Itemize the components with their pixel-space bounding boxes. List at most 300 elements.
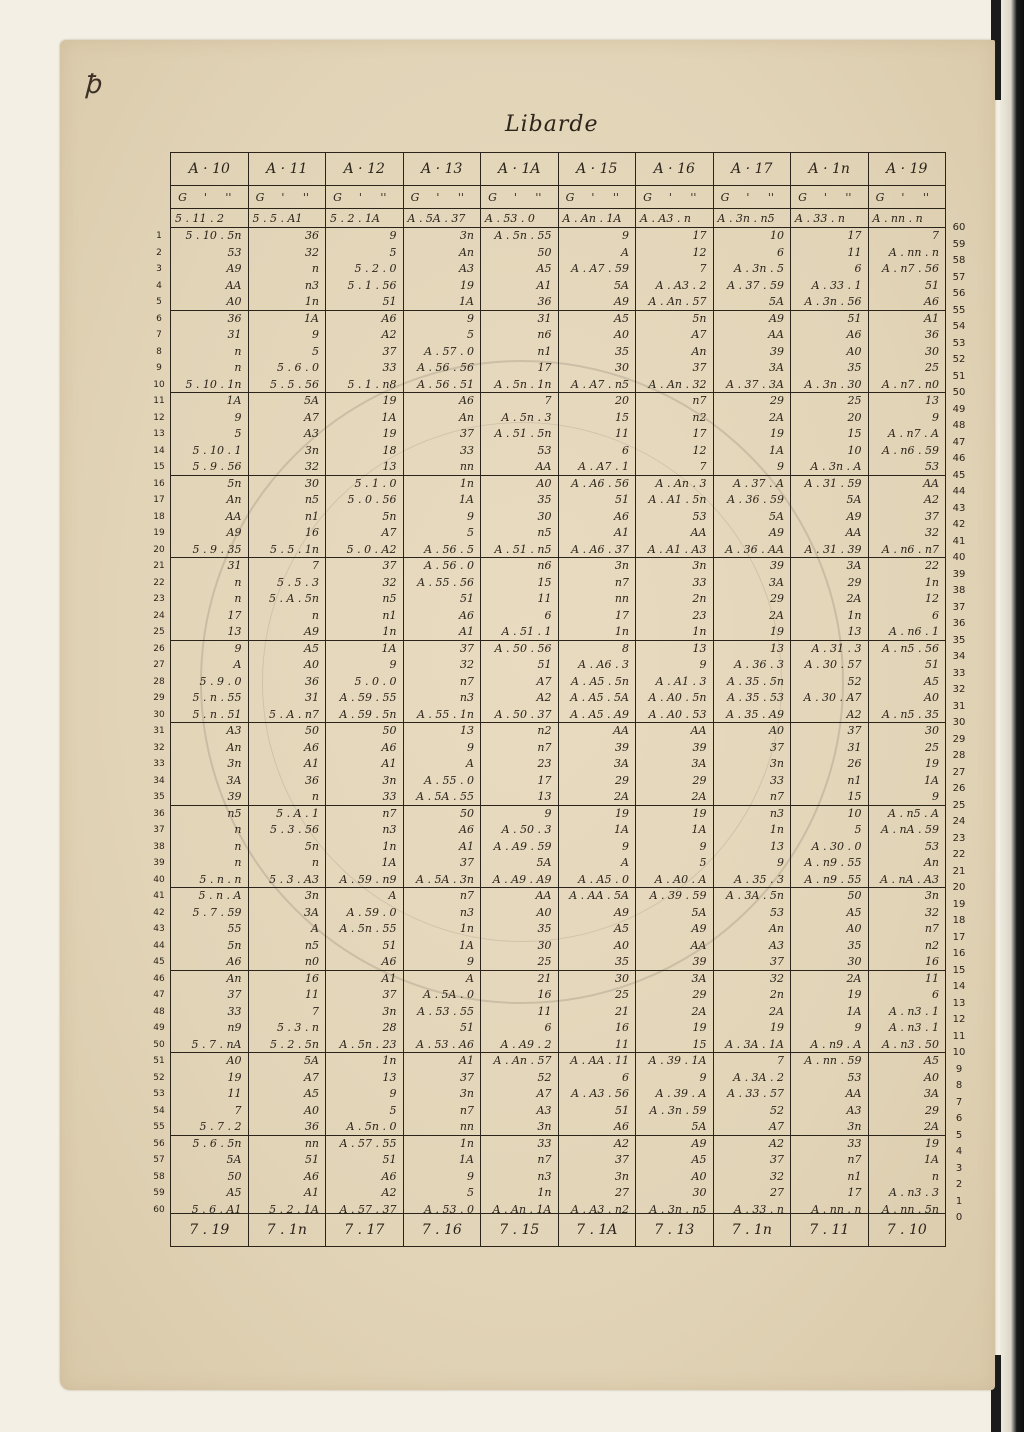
group-rule [869, 640, 946, 641]
table-value: 1n [459, 922, 474, 935]
right-row-number: 0 [955, 1212, 963, 1223]
table-value: A6 [381, 311, 397, 325]
table-value: A3 [846, 1103, 862, 1117]
table-value: A5 [614, 311, 629, 325]
table-value: 30 [305, 476, 319, 490]
table-value: 19 [382, 427, 397, 440]
table-value: A0 [536, 476, 552, 490]
table-value: 37 [460, 641, 474, 655]
table-value: 37 [925, 509, 939, 523]
table-value: 39 [615, 740, 629, 754]
group-rule [481, 970, 558, 971]
table-value: A . An . 57 [648, 295, 707, 308]
group-rule [636, 640, 713, 641]
right-row-number: 56 [952, 288, 966, 299]
table-value: 7 [932, 229, 939, 242]
table-value: 17 [847, 229, 862, 242]
table-value: A . A3 . 56 [571, 1087, 629, 1100]
table-value: 2A [691, 790, 707, 803]
right-row-number: 27 [952, 766, 966, 778]
table-value: A . A6 . 37 [571, 542, 629, 556]
table-value: An [691, 344, 707, 358]
table-value: AA [768, 328, 784, 341]
group-rule [404, 475, 481, 476]
left-row-number: 5 [156, 297, 162, 307]
left-row-number: 51 [153, 1056, 165, 1066]
table-value: 10 [770, 229, 784, 242]
table-value: n6 [537, 328, 552, 341]
group-rule [481, 310, 558, 311]
unit-label: G [643, 190, 652, 204]
table-value: A . 56 . 56 [417, 361, 474, 374]
unit-label: ' [513, 190, 517, 204]
table-value: A1 [459, 839, 474, 853]
table-value: 50 [537, 245, 552, 259]
table-value: n7 [459, 674, 474, 688]
group-rule [404, 310, 481, 311]
table-value: 1n [924, 575, 939, 589]
table-value: A9 [769, 526, 784, 539]
table-value: A . 33 . n [733, 1202, 784, 1216]
unit-header-cell [791, 186, 869, 209]
table-value: 6 [622, 443, 629, 457]
right-row-number: 39 [952, 568, 966, 580]
table-value: 5A [769, 295, 784, 308]
zero-row-cell: A . 5A . 37 [403, 209, 481, 228]
table-value: 35 [537, 922, 552, 935]
table-value: 12 [925, 592, 939, 605]
group-rule [636, 1052, 713, 1053]
table-value: 5 [389, 245, 397, 259]
right-row-number: 1 [955, 1195, 963, 1207]
table-value: An [226, 740, 242, 754]
right-row-number: 42 [952, 519, 966, 530]
footer-cell: 7 . 1A [558, 1214, 636, 1247]
table-value: A3 [459, 262, 474, 275]
table-value: 52 [770, 1103, 784, 1117]
table-value: 1A [924, 773, 939, 787]
group-rule [171, 805, 248, 806]
group-rule [714, 1135, 791, 1136]
left-row-number: 29 [153, 693, 165, 703]
column-values [869, 228, 946, 1216]
table-value: 6 [544, 608, 552, 622]
table-value: 39 [692, 740, 707, 754]
table-value: 13 [770, 641, 784, 655]
zero-row-cell: 5 . 5 . A1 [248, 209, 326, 228]
table-value: 13 [382, 460, 397, 473]
table-value: An [226, 971, 242, 985]
table-value: 5A [536, 856, 552, 869]
left-row-number: 45 [153, 957, 165, 967]
table-value: 33 [460, 443, 474, 457]
group-rule [171, 392, 248, 393]
group-rule [869, 310, 946, 311]
right-row-number: 58 [952, 255, 966, 266]
table-value: 13 [537, 790, 552, 803]
table-value: n [234, 361, 242, 374]
group-rule [714, 392, 791, 393]
table-value: 9 [467, 1169, 474, 1183]
table-value: n3 [304, 278, 319, 292]
column-headers-row [171, 153, 946, 186]
table-value: 3n [459, 229, 474, 242]
table-value: 3A [691, 971, 707, 985]
table-value: 5 [854, 823, 862, 836]
right-row-number: 32 [952, 684, 966, 695]
table-value: 26 [847, 757, 862, 770]
table-value: 51 [460, 1021, 474, 1034]
table-value: 1A [459, 1153, 474, 1166]
group-rule [559, 722, 636, 723]
table-value: 5 . 7 . nA [191, 1037, 242, 1051]
table-value: 5 . n . 51 [192, 707, 242, 721]
zero-row-cell: A . 33 . n [791, 209, 869, 228]
table-value: 13 [847, 625, 862, 638]
table-value: nn [614, 592, 629, 605]
unit-label: '' [535, 190, 542, 204]
table-value: n1 [537, 344, 552, 358]
table-value: 6 [854, 262, 862, 275]
table-value: 36 [227, 311, 242, 325]
table-value: 5 . n . A [198, 889, 242, 902]
table-value: A5 [846, 905, 862, 919]
table-value: 25 [615, 988, 629, 1001]
table-value: 36 [305, 674, 319, 688]
table-value: n1 [847, 773, 862, 787]
table-value: 11 [615, 427, 629, 440]
left-row-number: 32 [153, 742, 165, 753]
table-value: 12 [692, 443, 707, 457]
unit-label: ' [746, 190, 750, 204]
group-rule [326, 557, 403, 558]
table-value: n3 [769, 806, 784, 820]
left-row-number: 21 [153, 561, 165, 571]
table-value: A6 [381, 955, 397, 968]
table-value: 7 [312, 559, 319, 572]
table-value: 25 [925, 361, 939, 374]
table-value: AA [613, 724, 629, 737]
table-value: 29 [692, 988, 707, 1001]
left-row-number: 30 [153, 709, 165, 720]
right-row-numbers [948, 220, 970, 1227]
table-value: A0 [304, 1103, 319, 1117]
table-value: n [234, 823, 242, 836]
left-row-number: 31 [153, 726, 165, 736]
table-value: 13 [382, 1070, 397, 1084]
table-value: 5 . 3 . A3 [269, 872, 319, 886]
table-value: 5 . n . 55 [192, 691, 242, 704]
table-value: A . A0 . 53 [648, 707, 707, 721]
table-value: 29 [770, 394, 784, 407]
table-value: A . n3 . 1 [888, 1021, 939, 1034]
table-value: 11 [305, 988, 319, 1001]
left-row-number: 60 [153, 1204, 165, 1215]
group-rule [791, 722, 868, 723]
table-value: A1 [924, 311, 939, 325]
right-row-number: 49 [952, 403, 966, 415]
group-rule [559, 557, 636, 558]
footer-cell: 7 . 10 [868, 1214, 946, 1247]
group-rule [869, 557, 946, 558]
group-rule [791, 392, 868, 393]
group-rule [326, 970, 403, 971]
table-value: 11 [537, 1004, 552, 1018]
table-value: A3 [769, 938, 784, 952]
table-value: 1A [459, 938, 474, 952]
right-row-number: 5 [955, 1129, 963, 1141]
table-value: A2 [381, 1186, 397, 1199]
unit-label: ' [823, 190, 827, 204]
left-row-number: 35 [153, 792, 165, 802]
table-value: n7 [382, 806, 397, 820]
table-value: 37 [692, 361, 707, 374]
table-value: n [311, 608, 319, 622]
table-value: 33 [770, 773, 784, 787]
group-rule [404, 1052, 481, 1053]
table-value: n9 [227, 1021, 242, 1034]
table-value: A5 [924, 674, 939, 688]
table-value: An [458, 410, 474, 424]
footer-cell: 7 . 15 [481, 1214, 559, 1247]
table-value: 3n [304, 889, 319, 902]
table-value: 31 [305, 691, 319, 704]
table-value: 32 [925, 905, 939, 919]
unit-label: ' [591, 190, 595, 204]
table-value: A . n3 . 3 [888, 1186, 939, 1199]
table-value: 5 . 7 . 59 [192, 905, 242, 919]
table-value: n2 [692, 410, 707, 424]
right-row-number: 24 [952, 816, 966, 827]
group-rule [404, 640, 481, 641]
left-row-number: 47 [153, 990, 165, 1000]
table-value: A . An . 1A [492, 1202, 552, 1216]
group-rule [869, 1135, 946, 1136]
scanner-edge [1000, 0, 1024, 1432]
table-value: 15 [537, 575, 552, 589]
table-value: A7 [536, 1087, 552, 1100]
table-value: A9 [226, 262, 242, 275]
column-values [791, 228, 868, 1216]
column-header: A · 12 [326, 153, 404, 186]
table-value: 3A [769, 361, 784, 374]
left-row-number: 20 [153, 544, 165, 555]
table-value: 2A [924, 1120, 939, 1133]
right-row-number: 37 [952, 601, 966, 613]
zero-row-cell: A . A3 . n [636, 209, 714, 228]
group-rule [326, 640, 403, 641]
table-value: A . 53 . 0 [424, 1202, 474, 1216]
table-value: A . 30 . A7 [803, 691, 862, 704]
unit-label: G [410, 190, 420, 204]
table-value: AA [690, 938, 707, 952]
table-value: n5 [537, 526, 552, 539]
table-value: AA [535, 889, 552, 902]
right-row-number: 18 [952, 915, 966, 926]
table-value: 53 [925, 460, 939, 473]
table-value: 11 [925, 971, 939, 985]
table-value: A2 [924, 493, 939, 506]
unit-label: G [565, 190, 575, 204]
table-value: 5A [304, 1054, 319, 1067]
table-value: 30 [925, 724, 939, 737]
table-value: 29 [847, 575, 862, 589]
table-value: 29 [692, 773, 707, 787]
table-value: 28 [382, 1021, 397, 1034]
table-value: 3n [614, 1169, 629, 1183]
group-rule [326, 805, 403, 806]
table-value: 2n [769, 988, 784, 1001]
left-row-number: 59 [153, 1188, 165, 1198]
table-value: 16 [925, 955, 939, 968]
table-value: A . 59 . 0 [346, 905, 397, 919]
right-row-number: 23 [952, 832, 966, 844]
table-value: 1A [381, 641, 397, 655]
table-value: 51 [537, 658, 552, 671]
table-value: 5 [234, 427, 242, 440]
group-rule [714, 640, 791, 641]
table-value: A . 3n . 30 [804, 377, 862, 391]
table-value: n7 [537, 1153, 552, 1166]
group-rule [481, 557, 558, 558]
table-value: A [466, 757, 474, 770]
table-value: 16 [537, 988, 552, 1001]
table-value: 5 . A . 1 [276, 806, 319, 820]
table-value: 32 [382, 575, 397, 589]
table-value: A3 [536, 1103, 552, 1117]
table-value: n5 [382, 592, 397, 605]
table-value: 20 [847, 410, 862, 424]
table-value: A6 [304, 1169, 319, 1183]
right-row-number: 10 [952, 1047, 966, 1058]
table-value: A5 [304, 1087, 319, 1100]
group-rule [404, 887, 481, 888]
table-value: A . 53 . A6 [416, 1037, 474, 1051]
unit-label: '' [225, 190, 232, 204]
right-row-number: 53 [952, 337, 966, 349]
right-row-number: 40 [952, 552, 966, 563]
table-value: 11 [615, 1037, 629, 1051]
table-value: A . 39 . 59 [649, 889, 707, 902]
column-header: A · 10 [171, 153, 249, 186]
table-value: n [311, 790, 319, 803]
table-value: 2A [614, 790, 629, 803]
table-value: 32 [770, 1169, 784, 1183]
table-value: A0 [226, 1054, 242, 1067]
table-value: A . 33 . 1 [811, 278, 862, 292]
table-value: A . 55 . 0 [424, 773, 474, 787]
table-value: 3A [304, 905, 319, 919]
group-rule [791, 887, 868, 888]
table-value: 17 [847, 1186, 862, 1199]
unit-headers-row [171, 186, 946, 209]
table-value: 2A [691, 1004, 707, 1018]
left-row-number: 38 [153, 841, 165, 852]
table-value: n [234, 344, 242, 358]
group-rule [791, 557, 868, 558]
table-value: 37 [382, 559, 397, 572]
table-value: 7 [699, 262, 707, 275]
left-row-number: 7 [156, 330, 162, 340]
table-value: 51 [615, 493, 629, 506]
table-value: 36 [305, 1120, 319, 1133]
table-value: A6 [226, 955, 242, 968]
table-value: n [234, 592, 242, 605]
table-value: A . nA . 59 [881, 823, 939, 836]
group-rule [249, 557, 326, 558]
column-header: A · 11 [248, 153, 326, 186]
table-value: 1A [381, 410, 397, 424]
table-value: 27 [770, 1186, 784, 1199]
group-rule [249, 392, 326, 393]
table-value: A . 57 . 37 [339, 1202, 397, 1216]
group-rule [171, 557, 248, 558]
table-value: 53 [847, 1070, 862, 1084]
table-value: A9 [226, 526, 242, 539]
group-rule [326, 392, 403, 393]
table-value: A5 [536, 262, 552, 275]
right-row-number: 31 [952, 700, 966, 712]
table-value: 2A [769, 608, 784, 622]
right-row-number: 28 [952, 750, 966, 761]
right-row-number: 3 [955, 1162, 963, 1174]
table-value: n5 [304, 493, 319, 506]
left-row-number: 18 [153, 511, 165, 522]
table-value: A . 5A . 3n [416, 872, 474, 886]
table-value: 1n [459, 1136, 474, 1150]
table-value: n6 [537, 559, 552, 572]
zero-row-cell: A . 3n . n5 [713, 209, 791, 228]
column-header: A · 1A [481, 153, 559, 186]
table-value: 37 [460, 856, 474, 869]
unit-header-cell [248, 186, 326, 209]
table-value: 17 [692, 229, 707, 242]
table-value: 29 [770, 592, 784, 605]
table-value: A . An . 32 [648, 377, 707, 391]
table-value: A . 35 . 3 [734, 872, 784, 886]
table-value: A5 [304, 641, 319, 655]
table-value: A . 5A . 0 [423, 988, 474, 1001]
table-value: A . A9 . A9 [492, 872, 552, 886]
group-rule [559, 805, 636, 806]
table-value: 19 [770, 625, 784, 638]
table-value: A . 50 . 3 [501, 823, 552, 836]
group-rule [326, 1052, 403, 1053]
table-value: 17 [537, 361, 552, 374]
table-value: A . A9 . 2 [500, 1037, 552, 1051]
table-value: A . A0 . A [654, 872, 707, 886]
table-value: 32 [460, 658, 474, 671]
left-row-number: 8 [156, 346, 162, 357]
table-value: 16 [615, 1021, 629, 1034]
table-value: An [768, 922, 784, 935]
table-value: A . n5 . 35 [881, 707, 939, 721]
group-rule [559, 887, 636, 888]
unit-label: '' [922, 190, 929, 204]
table-value: An [458, 245, 474, 259]
right-row-number: 46 [952, 453, 966, 464]
group-rule [559, 640, 636, 641]
table-value: 13 [460, 724, 474, 737]
right-row-number: 30 [952, 717, 966, 728]
table-value: 7 [699, 460, 707, 473]
table-value: 39 [770, 344, 784, 358]
right-row-number: 29 [952, 733, 966, 745]
table-value: 25 [925, 740, 939, 754]
table-value: A . 39 . 1A [648, 1054, 707, 1067]
table-column [558, 228, 636, 1214]
table-value: 39 [770, 559, 784, 572]
